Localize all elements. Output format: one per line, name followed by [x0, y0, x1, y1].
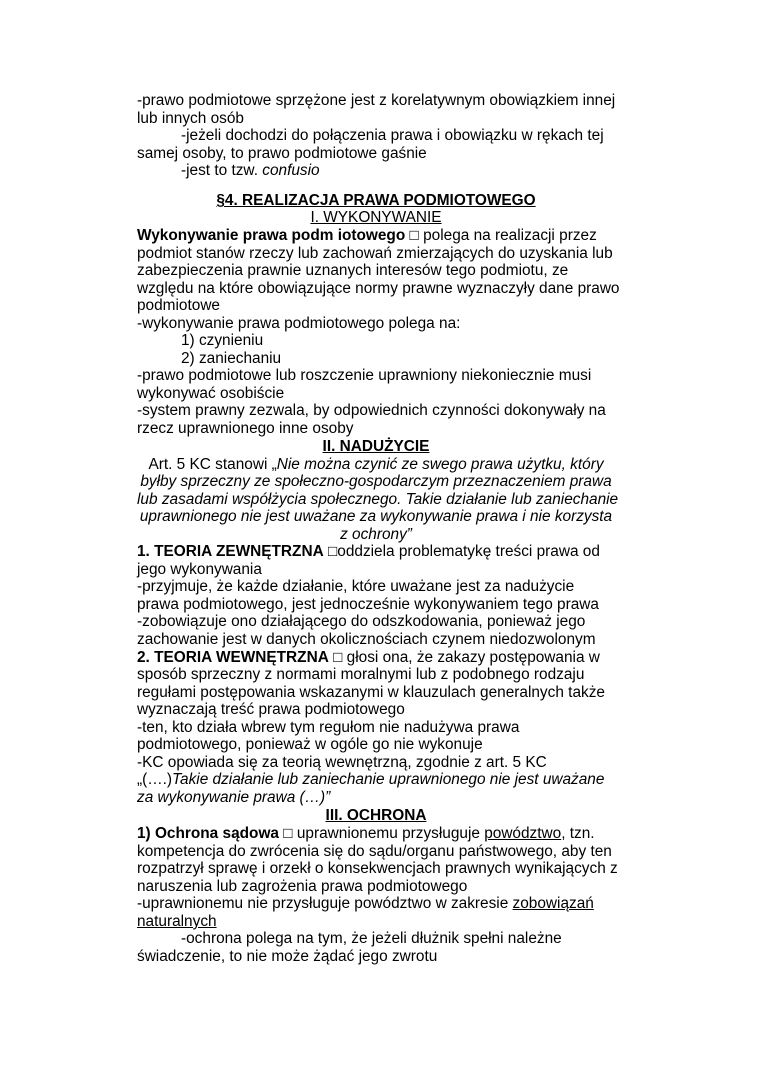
- text-line: zachowanie jest w danych okolicznościach czynem niedozwolonym: [137, 631, 596, 648]
- underlined-term: naturalnych: [137, 913, 217, 930]
- text-line: wykonywać osobiście: [137, 385, 285, 402]
- text-line: podmiotowego, ponieważ w ogóle go nie wykonuje: [137, 736, 483, 753]
- underlined-term: powództwo: [484, 825, 562, 842]
- definition-line: [137, 227, 597, 245]
- text-run: , tzn.: [561, 825, 595, 842]
- text-run: „(….): [137, 771, 173, 788]
- theory-1-line: [137, 543, 600, 561]
- theory-1-title: 1. TEORIA ZEWNĘTRZNA: [137, 543, 324, 560]
- text-line: [137, 895, 594, 913]
- text-run: polega na realizacji przez: [423, 227, 597, 244]
- text-line: -KC opowiada się za teorią wewnętrzną, zgodnie z art. 5 KC: [137, 754, 547, 771]
- text-line: podmiot stanów rzeczy lub zachowań zmierzających do uzyskania lub: [137, 245, 613, 262]
- arrow-symbol: □: [323, 543, 338, 560]
- protection-line: [137, 825, 595, 843]
- heading-naduzycie: II. NADUŻYCIE: [322, 438, 430, 455]
- text-run: oddziela problematykę treści prawa od: [337, 543, 600, 560]
- text-line: świadczenie, to nie może żądać jego zwrotu: [137, 948, 438, 965]
- text-line: [181, 162, 320, 180]
- heading-ochrona: III. OCHRONA: [325, 807, 427, 824]
- text-run: głosi ona, że zakazy postępowania w: [346, 649, 600, 666]
- arrow-symbol: □: [328, 649, 347, 666]
- text-line: jego wykonywania: [137, 561, 262, 578]
- protection-title: 1) Ochrona sądowa: [137, 825, 279, 842]
- heading-wykonywanie: I. WYKONYWANIE: [310, 209, 442, 226]
- quote-line: byłby sprzeczny ze społeczno-gospodarczym przeznaczeniem prawa: [140, 473, 612, 490]
- text-line: -ten, kto działa wbrew tym regułom nie nadużywa prawa: [137, 719, 520, 736]
- text-line: -przyjmuje, że każde działanie, które uważane jest za nadużycie: [137, 578, 575, 595]
- quote-text: Nie można czynić ze swego prawa użytku, który: [276, 456, 604, 473]
- text-line: regułami postępowania wskazanymi w klauzulach generalnych także: [137, 684, 605, 701]
- quote-line: [137, 456, 615, 474]
- text-line: zabezpieczenia prawnie uznanych interesów tego podmiotu, ze: [137, 262, 569, 279]
- text-run: -jest to tzw.: [181, 162, 263, 179]
- section-title: §4. REALIZACJA PRAWA PODMIOTOWEGO: [216, 192, 536, 209]
- text-line: -zobowiązuje ono działającego do odszkodowania, ponieważ jego: [137, 613, 586, 630]
- text-line: lub innych osób: [137, 110, 244, 127]
- theory-2-title: 2. TEORIA WEWNĘTRZNA: [137, 649, 329, 666]
- quote-line: lub zasadami współżycia społecznego. Takie działanie lub zaniechanie: [137, 491, 619, 508]
- text-line: -jeżeli dochodzi do połączenia prawa i obowiązku w rękach tej: [181, 127, 604, 144]
- quote-line: z ochrony”: [340, 526, 412, 543]
- italic-term: confusio: [262, 162, 320, 179]
- text-line: podmiotowe: [137, 297, 220, 314]
- theory-2-line: [137, 649, 600, 667]
- text-line: samej osoby, to prawo podmiotowe gaśnie: [137, 145, 427, 162]
- quote-line: [137, 771, 604, 789]
- arrow-symbol: □: [405, 227, 424, 244]
- arrow-symbol: □: [278, 825, 297, 842]
- list-item: 1) czynieniu: [181, 332, 264, 349]
- quote-line: za wykonywanie prawa (…)”: [137, 789, 331, 806]
- text-line: kompetencja do zwrócenia się do sądu/organu państwowego, aby ten: [137, 843, 612, 860]
- text-line: -prawo podmiotowe lub roszczenie uprawniony niekoniecznie musi: [137, 367, 592, 384]
- text-line: prawa podmiotowego, jest jednocześnie wykonywaniem tego prawa: [137, 596, 599, 613]
- text-line: -system prawny zezwala, by odpowiednich czynności dokonywały na: [137, 402, 606, 419]
- definition-term: Wykonywanie prawa podm iotowego: [137, 227, 406, 244]
- text-line: względu na które obowiązujące normy prawne wyznaczyły dane prawo: [137, 280, 620, 297]
- quote-text: Takie działanie lub zaniechanie uprawnionego nie jest uważane: [172, 771, 605, 788]
- text-line: wyznaczają treść prawa podmiotowego: [137, 701, 405, 718]
- text-line: sposób sprzeczny z normami moralnymi lub z podobnego rodzaju: [137, 666, 585, 683]
- quote-line: uprawnionego nie jest uważane za wykonywanie prawa i nie korzysta: [139, 508, 613, 525]
- text-line: -ochrona polega na tym, że jeżeli dłużnik spełni należne: [181, 930, 562, 947]
- text-line: rzecz uprawnionego inne osoby: [137, 420, 354, 437]
- text-line: naruszenia lub zagrożenia prawa podmiotowego: [137, 878, 468, 895]
- list-item: 2) zaniechaniu: [181, 350, 282, 367]
- text-run: Art. 5 KC stanowi „: [148, 456, 277, 473]
- text-run: uprawnionemu przysługuje: [296, 825, 485, 842]
- text-line: -prawo podmiotowe sprzężone jest z korelatywnym obowiązkiem innej: [137, 92, 616, 109]
- text-line: rozpatrzył sprawę i orzekł o konsekwencjach prawnych wynikających z: [137, 860, 618, 877]
- text-line: -wykonywanie prawa podmiotowego polega na:: [137, 315, 461, 332]
- underlined-term: zobowiązań: [512, 895, 594, 912]
- text-run: -uprawnionemu nie przysługuje powództwo w zakresie: [137, 895, 513, 912]
